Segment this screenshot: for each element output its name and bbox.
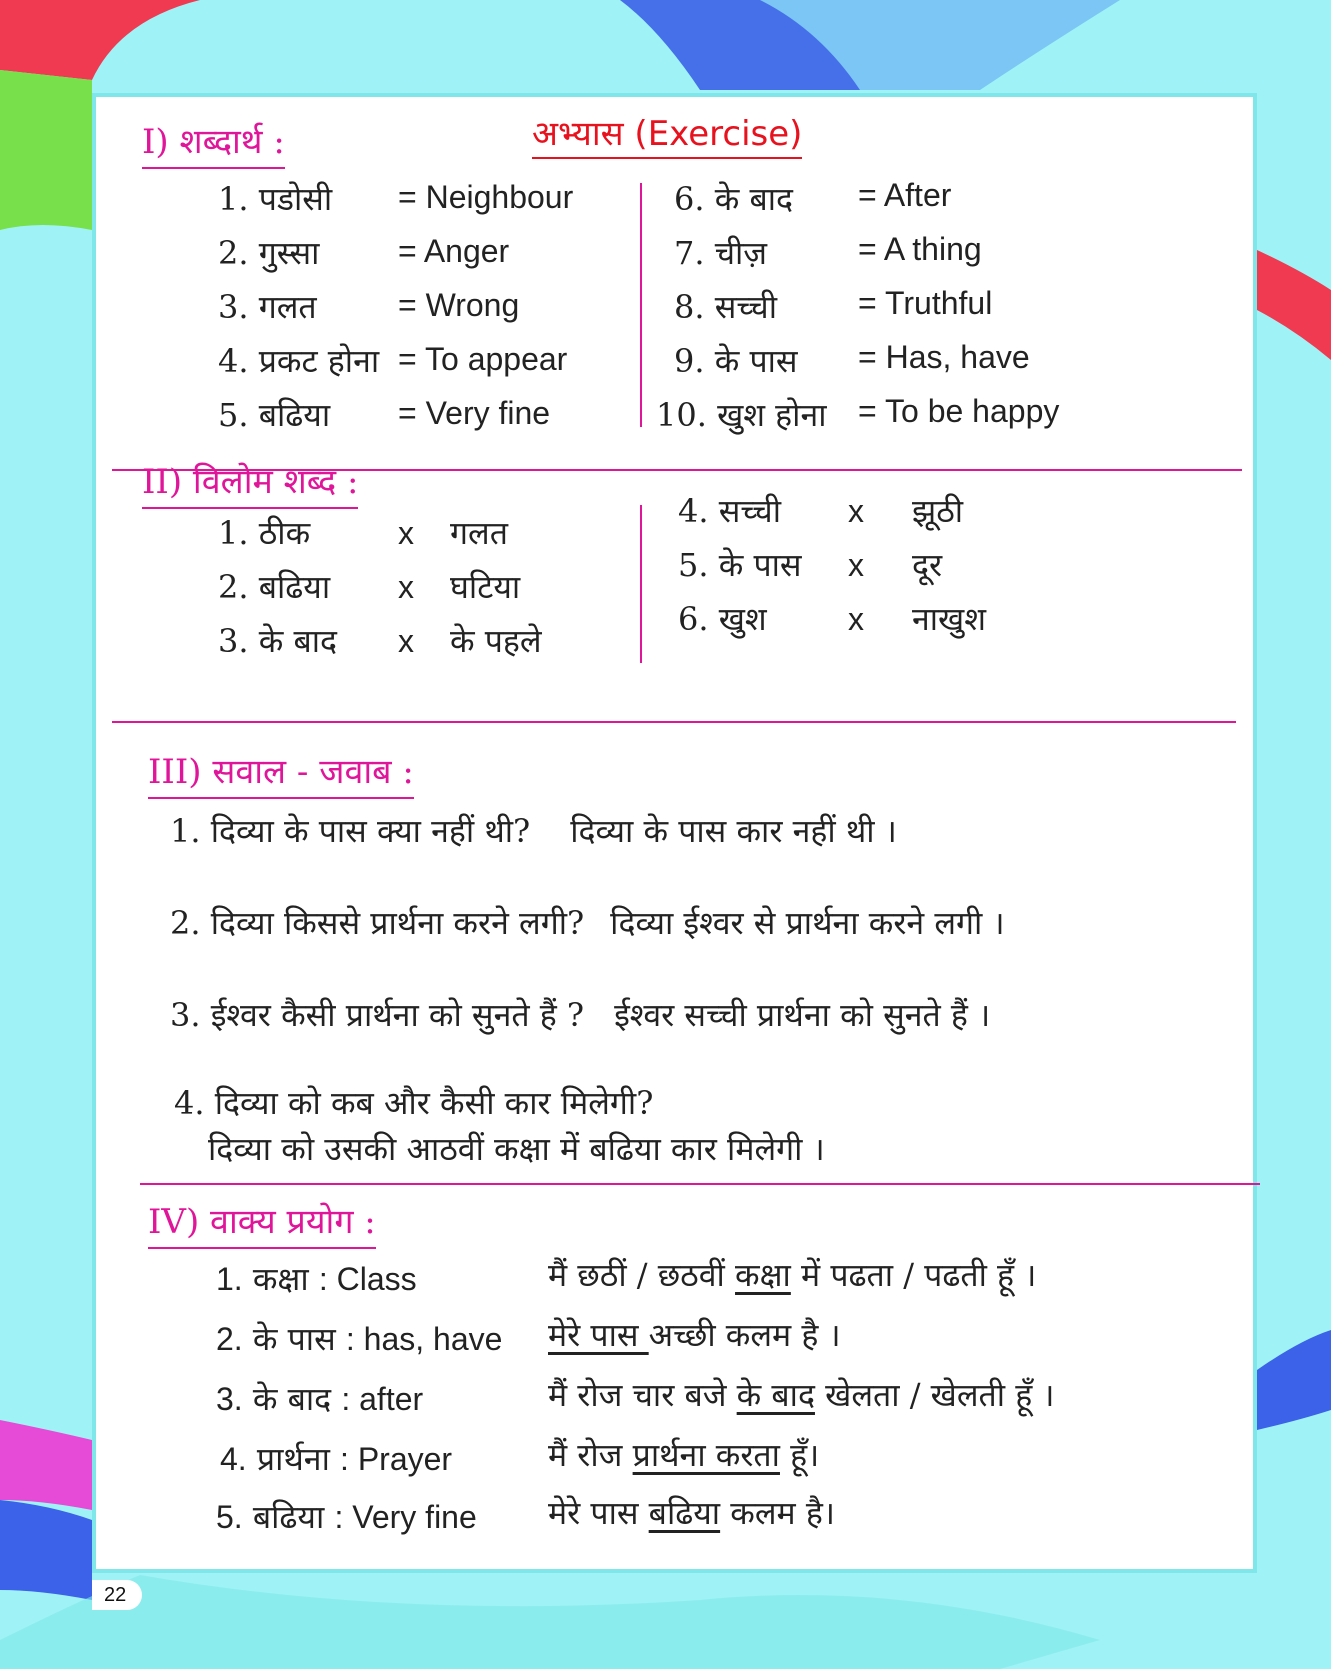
section2-heading: II) विलोम शब्द : xyxy=(142,457,358,503)
page-title: अभ्यास (Exercise) xyxy=(532,109,802,155)
usage-sentence: मेरे पास अच्छी कलम है । xyxy=(548,1316,841,1354)
section1-heading: I) शब्दार्थ : xyxy=(142,117,285,163)
qa-answer: दिव्या को उसकी आठवीं कक्षा में बढिया कार मिलेगी । xyxy=(208,1130,825,1168)
section-divider xyxy=(140,1183,1260,1185)
list-item: 6. खुश xyxy=(678,600,767,638)
section4-heading: IV) वाक्य प्रयोग : xyxy=(148,1197,376,1243)
qa-item: 3. ईश्वर कैसी प्रार्थना को सुनते हैं ? ईश्वर सच्ची प्रार्थना को सुनते हैं । xyxy=(170,996,991,1034)
section3-heading: III) सवाल - जवाब : xyxy=(148,747,414,793)
usage-word: 5. बढिया : Very fine xyxy=(216,1498,477,1536)
opposite-sign: x xyxy=(398,515,414,551)
meaning: = A thing xyxy=(858,231,982,267)
usage-word: 2. के पास : has, have xyxy=(216,1320,503,1358)
list-item: 10. खुश होना xyxy=(656,396,827,434)
qa-item: 4. दिव्या को कब और कैसी कार मिलेगी? xyxy=(174,1084,654,1122)
opposite-sign: x xyxy=(848,601,864,637)
opposite-word: के पहले xyxy=(450,622,542,660)
list-item: 2. बढिया xyxy=(218,568,331,606)
list-item: 3. के बाद xyxy=(218,622,338,660)
qa-item: 1. दिव्या के पास क्या नहीं थी? दिव्या के पास कार नहीं थी । xyxy=(170,812,897,850)
opposite-sign: x xyxy=(848,547,864,583)
meaning: = To be happy xyxy=(858,393,1060,429)
page-number: 22 xyxy=(92,1580,142,1610)
list-item: 1. पडोसी xyxy=(218,180,333,218)
opposite-word: नाखुश xyxy=(912,600,986,638)
opposite-word: गलत xyxy=(450,514,508,552)
opposite-word: दूर xyxy=(912,546,943,584)
usage-sentence: मैं रोज चार बजे के बाद खेलता / खेलती हूँ । xyxy=(548,1376,1055,1414)
title-underline xyxy=(532,157,802,159)
list-item: 4. प्रकट होना xyxy=(218,342,380,380)
meaning: = Neighbour xyxy=(398,179,574,215)
usage-word: 4. प्रार्थना : Prayer xyxy=(220,1440,453,1478)
list-item: 1. ठीक xyxy=(218,514,311,552)
meaning: = After xyxy=(858,177,952,213)
opposite-word: झूठी xyxy=(912,492,964,530)
column-divider xyxy=(640,183,642,427)
list-item: 5. बढिया xyxy=(218,396,331,434)
meaning: = Truthful xyxy=(858,285,993,321)
usage-sentence: मेरे पास बढिया कलम है। xyxy=(548,1494,835,1532)
opposite-sign: x xyxy=(398,569,414,605)
opposite-sign: x xyxy=(848,493,864,529)
usage-sentence: मैं छठीं / छठवीं कक्षा में पढता / पढती हूँ । xyxy=(548,1256,1037,1294)
list-item: 6. के बाद xyxy=(674,180,794,218)
section-divider xyxy=(112,721,1236,723)
list-item: 3. गलत xyxy=(218,288,317,326)
exercise-card xyxy=(92,93,1257,1573)
meaning: = Has, have xyxy=(858,339,1030,375)
meaning: = Anger xyxy=(398,233,510,269)
list-item: 7. चीज़ xyxy=(674,234,768,272)
usage-sentence: मैं रोज प्रार्थना करता हूँ। xyxy=(548,1436,820,1474)
qa-item: 2. दिव्या किससे प्रार्थना करने लगी? दिव्या ईश्वर से प्रार्थना करने लगी । xyxy=(170,904,1005,942)
meaning: = Wrong xyxy=(398,287,520,323)
meaning: = Very fine xyxy=(398,395,551,431)
opposite-word: घटिया xyxy=(450,568,521,606)
usage-word: 1. कक्षा : Class xyxy=(216,1260,417,1298)
usage-word: 3. के बाद : after xyxy=(216,1380,424,1418)
list-item: 8. सच्ची xyxy=(674,288,778,326)
list-item: 2. गुस्सा xyxy=(218,234,320,272)
column-divider xyxy=(640,505,642,663)
list-item: 5. के पास xyxy=(678,546,802,584)
list-item: 9. के पास xyxy=(674,342,798,380)
meaning: = To appear xyxy=(398,341,568,377)
list-item: 4. सच्ची xyxy=(678,492,782,530)
opposite-sign: x xyxy=(398,623,414,659)
